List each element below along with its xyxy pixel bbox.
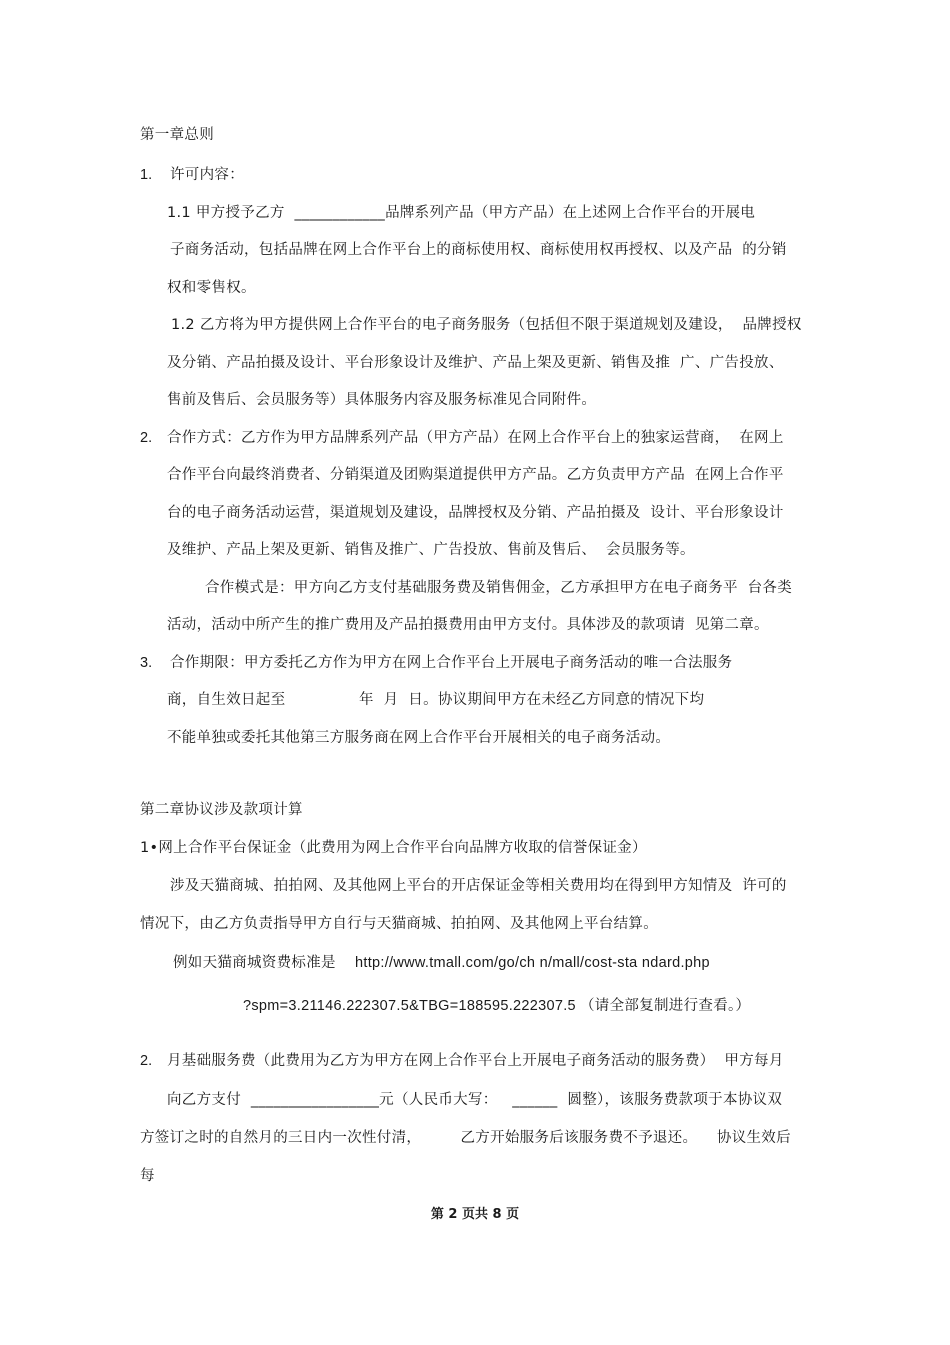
item1-1-line3: 权和零售权。	[167, 280, 256, 296]
item1-label: 许可内容：	[170, 167, 244, 183]
tmall-url-part1: http://www.tmall.com/go/ch n/mall/cost-sta ndard.php	[355, 955, 710, 971]
item2-line6: 活动，活动中所产生的推广费用及产品拍摄费用由甲方支付。具体涉及的款项请 见第二章。	[167, 617, 769, 633]
item3-number: 3.	[140, 655, 153, 671]
item2-line2: 合作平台向最终消费者、分销渠道及团购渠道提供甲方产品。乙方负责甲方产品 在网上合作平	[167, 467, 784, 483]
chapter2-title: 第二章协议涉及款项计算	[140, 802, 303, 818]
item1-2-line2: 及分销、产品拍摄及设计、平台形象设计及维护、产品上架及更新、销售及推 广、广告投放、	[167, 355, 784, 371]
item3-line3: 不能单独或委托其他第三方服务商在网上合作平台开展相关的电子商务活动。	[167, 730, 671, 746]
page-number: 第 2 页共 8 页	[430, 1207, 520, 1222]
c2-item1-line2: 情况下，由乙方负责指导甲方自行与天猫商城、拍拍网、及其他网上平台结算。	[140, 916, 658, 932]
c2-item1-line1: 涉及天猫商城、拍拍网、及其他网上平台的开店保证金等相关费用均在得到甲方知情及 许可的	[170, 878, 787, 894]
c2-item2-line2: 向乙方支付 _________________元（人民币大写： ______ 圆整），该服务费款项于本协议双	[167, 1092, 783, 1108]
tmall-url-part2: ?spm=3.21146.222307.5&TBG=188595.222307.5	[243, 998, 576, 1014]
chapter1-title: 第一章总则	[140, 127, 214, 143]
item1-1-line1: 1.1 甲方授予乙方 ____________品牌系列产品（甲方产品）在上述网上合作平台的开展电	[167, 205, 756, 221]
item1-1-line2: 子商务活动，包括品牌在网上合作平台上的商标使用权、商标使用权再授权、以及产品 的分销	[170, 242, 787, 258]
c2-item1-heading: 1•网上合作平台保证金（此费用为网上合作平台向品牌方收取的信誉保证金）	[140, 840, 647, 856]
item2-line3: 台的电子商务活动运营，渠道规划及建设，品牌授权及分销、产品拍摄及 设计、平台形象设计	[167, 505, 784, 521]
c2-item2-line3: 方签订之时的自然月的三日内一次性付清， 乙方开始服务后该服务费不予退还。 协议生效后	[140, 1130, 791, 1146]
item1-2-line1: 1.2 乙方将为甲方提供网上合作平台的电子商务服务（包括但不限于渠道规划及建设， 品牌授权	[171, 317, 802, 333]
c2-item2-line1: 月基础服务费（此费用为乙方为甲方在网上合作平台上开展电子商务活动的服务费） 甲方每月	[167, 1053, 784, 1069]
example-label: 例如天猫商城资费标准是	[173, 955, 336, 971]
url-note: （请全部复制进行查看。）	[580, 998, 751, 1014]
c2-item2-line4: 每	[140, 1168, 155, 1184]
item1-2-line3: 售前及售后、会员服务等）具体服务内容及服务标准见合同附件。	[167, 392, 597, 408]
item1-number: 1.	[140, 167, 153, 183]
item3-line2: 商，自生效日起至 年 月 日。协议期间甲方在未经乙方同意的情况下均	[167, 692, 705, 708]
c2-item2-number: 2.	[140, 1053, 153, 1069]
item3-line1: 合作期限：甲方委托乙方作为甲方在网上合作平台上开展电子商务活动的唯一合法服务	[170, 655, 733, 671]
item2-number: 2.	[140, 430, 153, 446]
item2-line4: 及维护、产品上架及更新、销售及推广、广告投放、售前及售后、 会员服务等。	[167, 542, 695, 558]
item2-line5: 合作模式是：甲方向乙方支付基础服务费及销售佣金，乙方承担甲方在电子商务平 台各类	[205, 580, 793, 596]
item2-line1: 合作方式：乙方作为甲方品牌系列产品（甲方产品）在网上合作平台上的独家运营商， 在网上	[167, 430, 784, 446]
